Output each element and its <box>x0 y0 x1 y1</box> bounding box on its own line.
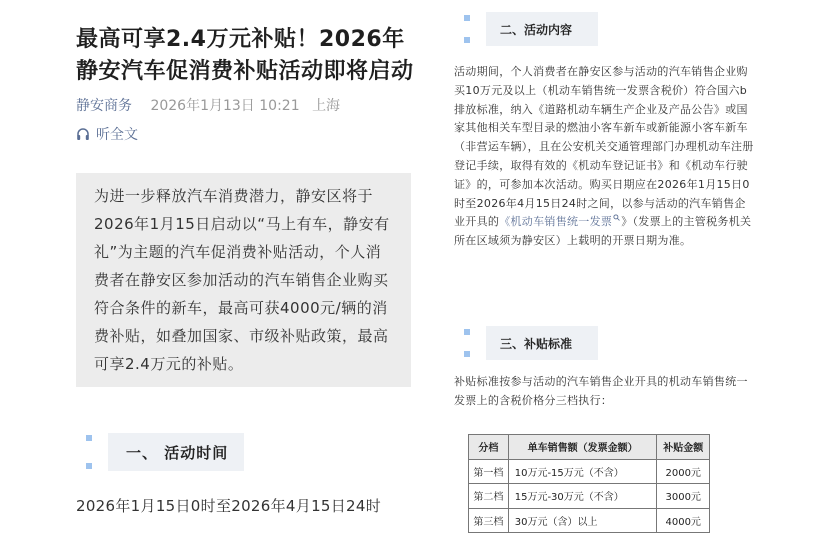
section-marker <box>464 329 470 357</box>
section-header-content <box>464 12 598 46</box>
table-row <box>469 508 710 533</box>
table-header: 分档 <box>469 435 509 460</box>
table-cell: 第三档 <box>469 508 509 533</box>
table-cell: 15万元-30万元（不含） <box>508 484 657 509</box>
section-title: 二、活动内容 <box>486 12 598 46</box>
content-paragraph <box>454 63 754 251</box>
section-title: 一、 活动时间 <box>108 433 244 471</box>
activity-time: 2026年1月15日0时至2026年4月15日24时 <box>76 497 382 515</box>
table-cell: 4000元 <box>657 508 710 533</box>
article-title: 最高可享2.4万元补贴！2026年静安汽车促消费补贴活动即将启动 <box>76 27 414 84</box>
content-text-end: 》（发票上的主管税务机关所在区域须为静安区）上载明的开票日期为准。 <box>454 215 752 248</box>
table-cell: 10万元-15万元（不含） <box>508 459 657 484</box>
content-text: 活动期间，个人消费者在静安区参与活动的汽车销售企业购买10万元及以上（机动车销售统一发票含税价）符合国六b排放标准，纳入《道路机动车辆生产企业及产品公告》或国家其他相关车型目录的燃油小客车新车或新能源小客车新车（非营运车辆），且在公安机关交通管理部门办理机动车注册登记手续，取得有效的《机动车登记证书》和《机动车行驶证》的，可参加本次活动。购买日期应在2026年1月15日0时至2026年4月15日24时之间，以参与活动的汽车销售企业开具的 <box>454 65 754 229</box>
section-header-time <box>86 433 244 471</box>
subsidy-table <box>468 434 710 533</box>
table-row <box>469 484 710 509</box>
table-header: 单车销售额（发票金额） <box>508 435 657 460</box>
section-title: 三、补贴标准 <box>486 326 598 360</box>
table-cell: 30万元（含）以上 <box>508 508 657 533</box>
section-marker <box>86 435 92 469</box>
section-marker <box>464 15 470 43</box>
table-cell: 2000元 <box>657 459 710 484</box>
table-header-row <box>469 435 710 460</box>
intro-quote: 为进一步释放汽车消费潜力，静安区将于2026年1月15日启动以“马上有车，静安有礼”为主题的汽车促消费补贴活动，个人消费者在静安区参加活动的汽车销售企业购买符合条件的新车，最高可获4000元/辆的消费补贴，如叠加国家、市级补贴政策，最高可享2.4万元的补贴。 <box>76 173 411 387</box>
listen-label: 听全文 <box>96 127 138 143</box>
article-source[interactable]: 静安商务 <box>76 98 132 114</box>
invoice-link[interactable]: 《机动车销售统一发票 <box>499 215 613 229</box>
section-header-subsidy <box>464 326 598 360</box>
right-page <box>440 0 820 546</box>
table-row <box>469 459 710 484</box>
article-location: 上海 <box>312 98 341 114</box>
article-date: 2026年1月13日 10:21 <box>150 98 300 114</box>
table-cell: 第一档 <box>469 459 509 484</box>
table-cell: 3000元 <box>657 484 710 509</box>
article-meta <box>76 95 340 115</box>
listen-button[interactable] <box>76 124 138 144</box>
search-icon <box>613 214 620 221</box>
subsidy-paragraph: 补贴标准按参与活动的汽车销售企业开具的机动车销售统一发票上的含税价格分三档执行： <box>454 375 748 407</box>
table-cell: 第二档 <box>469 484 509 509</box>
table-header: 补贴金额 <box>657 435 710 460</box>
headphones-icon <box>76 127 90 141</box>
